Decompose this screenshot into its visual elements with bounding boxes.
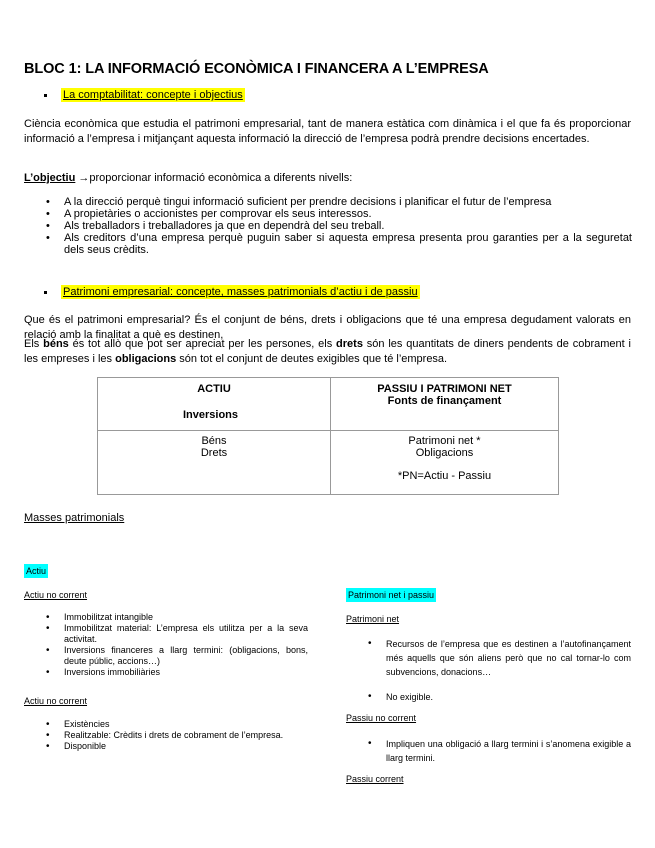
text-run: són tot el conjunt de deutes exigibles que té l’empresa. [176, 353, 448, 365]
term-drets: drets [336, 338, 363, 350]
actiu-no-corrent-list [44, 612, 308, 678]
patrimoni-paragraph: Que és el patrimoni empresarial? És el conjunt de béns, drets i obligacions que té una empresa degudament valorats en relació amb la finalitat a què es destinen, [24, 314, 631, 341]
patrimoni-net-list [366, 637, 631, 704]
text-run: és tot allò que pot ser apreciat per les persones, els [68, 338, 337, 350]
table-cell-actiu [98, 431, 331, 495]
text-run: Els [24, 338, 44, 350]
passiu-corrent-heading: Passiu corrent [346, 774, 404, 784]
objective-list [44, 196, 632, 256]
list-item: • Immobilitzat intangible [44, 612, 308, 623]
term-obligacions: obligacions [115, 353, 177, 365]
list-item: • No exigible. [366, 690, 631, 704]
list-item: • Existències [44, 719, 308, 730]
actiu-tag [24, 566, 48, 577]
page-title: BLOC 1: LA INFORMACIÓ ECONÒMICA I FINANCERA A L’EMPRESA [24, 61, 489, 77]
list-item: • Realitzable: Crèdits i drets de cobrament de l’empresa. [44, 730, 308, 741]
section-heading-patrimoni [44, 286, 420, 298]
section-heading-comptabilitat [44, 89, 245, 101]
bens-drets-paragraph [24, 337, 631, 367]
actiu-corrent-list [44, 719, 308, 752]
patrimoni-net-heading: Patrimoni net [346, 614, 400, 624]
objective-label: L’objectiu [24, 172, 76, 184]
cell-value: Béns [201, 435, 227, 447]
table-row [98, 431, 559, 495]
col-subheader: Fonts de finançament [387, 395, 502, 407]
cell-note: *PN=Actiu - Passiu [397, 470, 492, 482]
list-item: • Inversions immobiliàries [44, 667, 308, 678]
list-item: • A propietàries o accionistes per comprovar els seus interessos. [44, 208, 632, 220]
section-heading-text: Patrimoni empresarial: concepte, masses patrimonials d’actiu i de passiu [63, 286, 418, 298]
definition-paragraph: Ciència econòmica que estudia el patrimoni empresarial, tant de manera estàtica com dinàmica i el que fa és proporcionar informació a l’empresa i mitjançant aquesta informació la direcció de l’empresa podrà prendre decisions encertades. [24, 118, 631, 145]
passiu-no-corrent-list [366, 737, 631, 765]
list-item: • Impliquen una obligació a llarg termini i s’anomena exigible a llarg termini. [366, 737, 631, 765]
table-header-actiu [98, 378, 331, 431]
bullet-icon [44, 94, 47, 97]
actiu-corrent-heading: Actiu no corrent [24, 696, 88, 706]
balance-table [97, 377, 559, 495]
objective-text: →proporcionar informació econòmica a diferents nivells: [78, 172, 353, 184]
cell-value: Obligacions [415, 447, 474, 459]
table-cell-passiu [331, 431, 559, 495]
list-item: • Als treballadors i treballadores ja que en dependrà del seu treball. [44, 220, 632, 232]
tag-text: Actiu [26, 566, 47, 576]
text-run: són les quantitats de diners pendents de cobrament i les empreses i les [24, 338, 631, 365]
list-item: • Inversions financeres a llarg termini: (obligacions, bons, deute públic, accions…) [44, 645, 308, 667]
cell-value: Drets [200, 447, 228, 459]
list-item: • Disponible [44, 741, 308, 752]
bullet-icon [44, 291, 47, 294]
list-item: • Recursos de l’empresa que es destinen a l’autofinançament més aquells que són aliens però que no cal tornar-lo com subvencions, donacions… [366, 637, 631, 679]
list-item: • Immobilitzat material: L’empresa els utilitza per a la seva activitat. [44, 623, 308, 645]
masses-label: Masses patrimonials [24, 512, 125, 524]
col-subheader: Inversions [183, 409, 239, 421]
table-header-passiu [331, 378, 559, 431]
list-item: • Als creditors d’una empresa perquè puguin saber si aquesta empresa presenta prou garanties per a la seguretat dels seus crèdits. [44, 232, 632, 256]
cell-value: Patrimoni net * [408, 435, 481, 447]
patrimoni-passiu-tag [346, 590, 436, 601]
objective-line [24, 172, 352, 184]
passiu-no-corrent-heading: Passiu no corrent [346, 713, 417, 723]
term-bens: béns [43, 338, 69, 350]
actiu-no-corrent-heading: Actiu no corrent [24, 590, 88, 600]
section-heading-text: La comptabilitat: concepte i objectius [63, 89, 243, 101]
table-row [98, 378, 559, 431]
col-header: ACTIU [197, 383, 231, 395]
col-header: PASSIU I PATRIMONI NET [377, 383, 512, 395]
list-item: • A la direcció perquè tingui informació suficient per prendre decisions i planificar el futur de l’empresa [44, 196, 632, 208]
tag-text: Patrimoni net i passiu [348, 590, 435, 600]
